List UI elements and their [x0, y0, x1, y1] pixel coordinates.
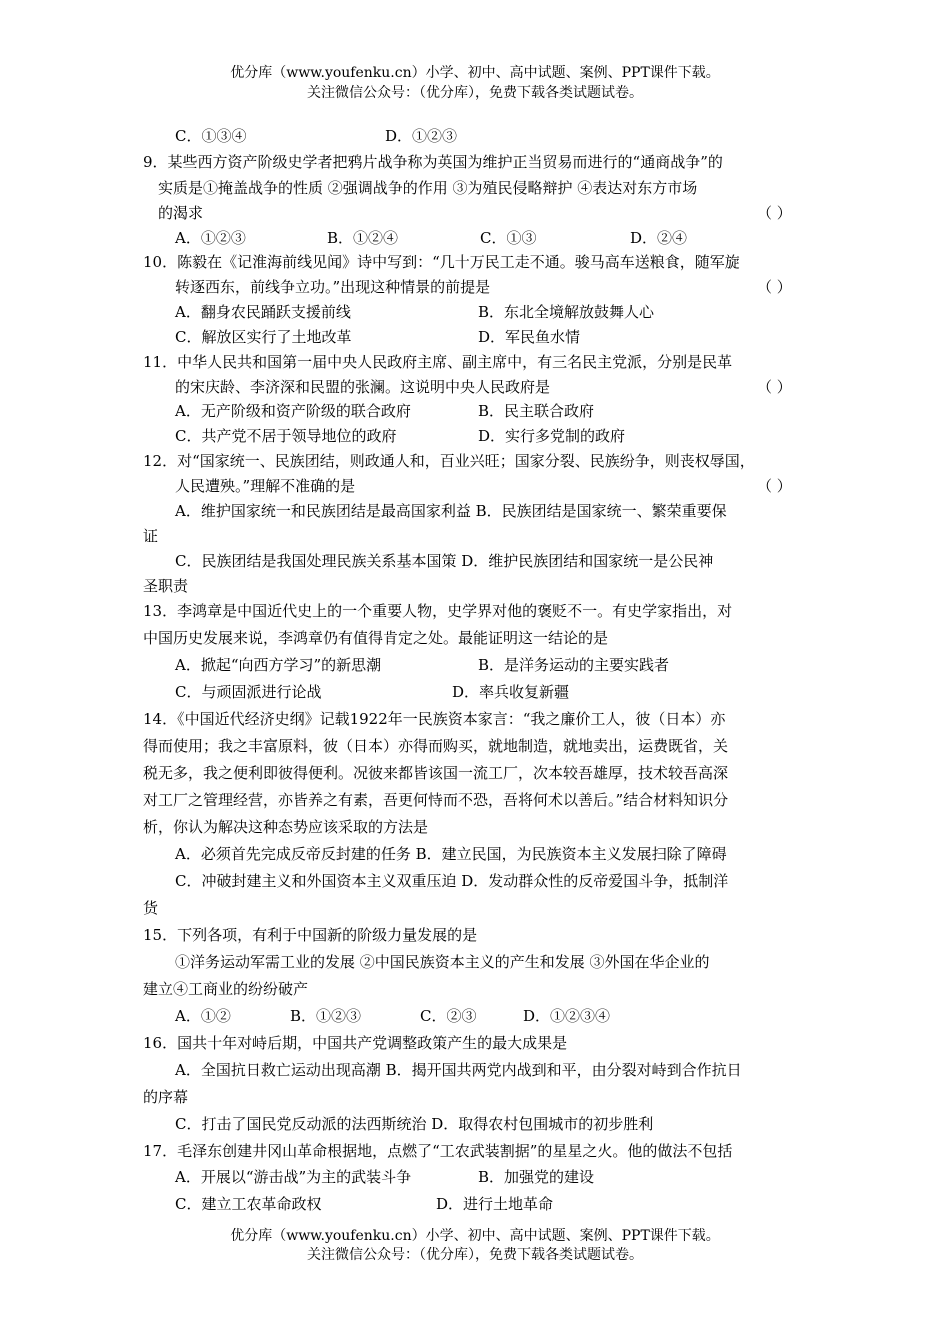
q11-option-d: D．实行多党制的政府	[478, 427, 626, 445]
q10-stem-line-1: 10．陈毅在《记淮海前线见闻》诗中写到：“几十万民工走不通。骏马高车送粮食，随军旋	[143, 253, 740, 271]
q17-stem-line-1: 17．毛泽东创建井冈山革命根据地，点燃了“工农武装割据”的星星之火。他的做法不包括	[143, 1142, 733, 1160]
q17-option-c: C．建立工农革命政权	[175, 1195, 322, 1213]
q9-option-b: B．①②④	[327, 229, 399, 247]
q14-options-cd-wrap: 货	[143, 899, 159, 917]
q10-option-b: B．东北全境解放鼓舞人心	[478, 303, 655, 321]
q9-option-c: C．①③	[480, 229, 537, 247]
q13-option-b: B．是洋务运动的主要实践者	[478, 656, 670, 674]
q13-stem-line-1: 13．李鸿章是中国近代史上的一个重要人物，史学界对他的褒贬不一。有史学家指出，对	[143, 602, 733, 620]
q12-options-cd: C．民族团结是我国处理民族关系基本国策 D．维护民族团结和国家统一是公民神	[175, 552, 714, 570]
q16-options-ab-wrap: 的序幕	[143, 1088, 189, 1106]
q8-option-d: D．①②③	[385, 127, 458, 145]
q10-stem-line-2: 转逐西东，前线争立功。”出现这种情景的前提是	[175, 278, 491, 296]
q11-stem-line-2: 的宋庆龄、李济深和民盟的张澜。这说明中央人民政府是	[175, 378, 551, 396]
q10-option-a: A．翻身农民踊跃支援前线	[175, 303, 351, 321]
q11-answer-blank: （ ）	[757, 378, 792, 396]
q16-stem-line-1: 16．国共十年对峙后期，中国共产党调整政策产生的最大成果是	[143, 1034, 568, 1052]
q15-option-c: C．②③	[420, 1007, 477, 1025]
q9-option-a: A．①②③	[175, 229, 246, 247]
q11-stem-line-1: 11．中华人民共和国第一届中央人民政府主席、副主席中，有三名民主党派，分别是民革	[143, 353, 733, 371]
q11-option-c: C．共产党不居于领导地位的政府	[175, 427, 397, 445]
q11-option-b: B．民主联合政府	[478, 402, 595, 420]
q12-stem-line-1: 12．对“国家统一、民族团结，则政通人和，百业兴旺；国家分裂、民族纷争，则丧权辱国，	[143, 452, 755, 470]
q16-options-cd: C．打击了国民党反动派的法西斯统治 D．取得农村包围城市的初步胜利	[175, 1115, 654, 1133]
q8-option-c: C．①③④	[175, 127, 247, 145]
q13-option-d: D．率兵收复新疆	[452, 683, 570, 701]
page-header-line-2: 关注微信公众号：（优分库），免费下载各类试题试卷。	[307, 85, 643, 101]
q14-stem-line-3: 税无多，我之便利即彼得便利。况彼来都皆该国一流工厂，次本较吾雄厚，技术较吾高深	[143, 764, 729, 782]
q10-answer-blank: （ ）	[757, 278, 792, 296]
q11-option-a: A．无产阶级和资产阶级的联合政府	[175, 402, 411, 420]
q15-stem-line-1: 15．下列各项，有利于中国新的阶级力量发展的是	[143, 926, 478, 944]
q9-stem-line-1: 9．某些西方资产阶级史学者把鸦片战争称为英国为维护正当贸易而进行的“通商战争”的	[143, 153, 723, 171]
q17-option-d: D．进行土地革命	[436, 1195, 554, 1213]
q12-options-ab-wrap: 证	[143, 527, 159, 545]
page-header-line-1: 优分库（www.youfenku.cn）小学、初中、高中试题、案例、PPT课件下载。	[230, 65, 720, 81]
q12-options-ab: A．维护国家统一和民族团结是最高国家利益 B．民族团结是国家统一、繁荣重要保	[175, 502, 727, 520]
page-footer-line-1: 优分库（www.youfenku.cn）小学、初中、高中试题、案例、PPT课件下载。	[230, 1228, 720, 1244]
q14-stem-line-1: 14．《中国近代经济史纲》记载1922年一民族资本家言：“我之廉价工人，彼（日本）亦	[143, 710, 726, 728]
q15-option-a: A．①②	[175, 1007, 231, 1025]
q12-answer-blank: （ ）	[757, 477, 792, 495]
q10-option-c: C．解放区实行了土地改革	[175, 328, 352, 346]
q9-stem-line-3: 的渴求	[158, 204, 204, 222]
page-footer-line-2: 关注微信公众号：（优分库），免费下载各类试题试卷。	[307, 1247, 643, 1263]
q17-option-a: A．开展以“游击战”为主的武装斗争	[175, 1168, 412, 1186]
q15-option-d: D．①②③④	[523, 1007, 611, 1025]
q15-option-b: B．①②③	[290, 1007, 362, 1025]
q14-stem-line-2: 得而使用；我之丰富原料，彼（日本）亦得而购买，就地制造，就地卖出，运费既省，关	[143, 737, 729, 755]
q12-options-cd-wrap: 圣职责	[143, 577, 189, 595]
q14-options-cd: C．冲破封建主义和外国资本主义双重压迫 D．发动群众性的反帝爱国斗争，抵制洋	[175, 872, 729, 890]
q14-stem-line-4: 对工厂之管理经营，亦皆养之有素，吾更何恃而不恐，吾将何术以善后。”结合材料知识分	[143, 791, 729, 809]
q9-option-d: D．②④	[630, 229, 688, 247]
q9-stem-line-2: 实质是①掩盖战争的性质 ②强调战争的作用 ③为殖民侵略辩护 ④表达对东方市场	[158, 179, 698, 197]
q12-stem-line-2: 人民遭殃。”理解不准确的是	[175, 477, 356, 495]
q14-options-ab: A．必须首先完成反帝反封建的任务 B．建立民国，为民族资本主义发展扫除了障碍	[175, 845, 727, 863]
q17-option-b: B．加强党的建设	[478, 1168, 595, 1186]
q10-option-d: D．军民鱼水情	[478, 328, 581, 346]
q14-stem-line-5: 析，你认为解决这种态势应该采取的方法是	[143, 818, 429, 836]
q15-stem-line-3: 建立④工商业的纷纷破产	[143, 980, 309, 998]
q13-option-c: C．与顽固派进行论战	[175, 683, 322, 701]
q13-option-a: A．掀起“向西方学习”的新思潮	[175, 656, 382, 674]
q15-stem-line-2: ①洋务运动军需工业的发展 ②中国民族资本主义的产生和发展 ③外国在华企业的	[175, 953, 710, 971]
q13-stem-line-2: 中国历史发展来说，李鸿章仍有值得肯定之处。最能证明这一结论的是	[143, 629, 609, 647]
q9-answer-blank: （ ）	[757, 204, 792, 222]
q16-options-ab: A．全国抗日救亡运动出现高潮 B．揭开国共两党内战到和平，由分裂对峙到合作抗日	[175, 1061, 742, 1079]
